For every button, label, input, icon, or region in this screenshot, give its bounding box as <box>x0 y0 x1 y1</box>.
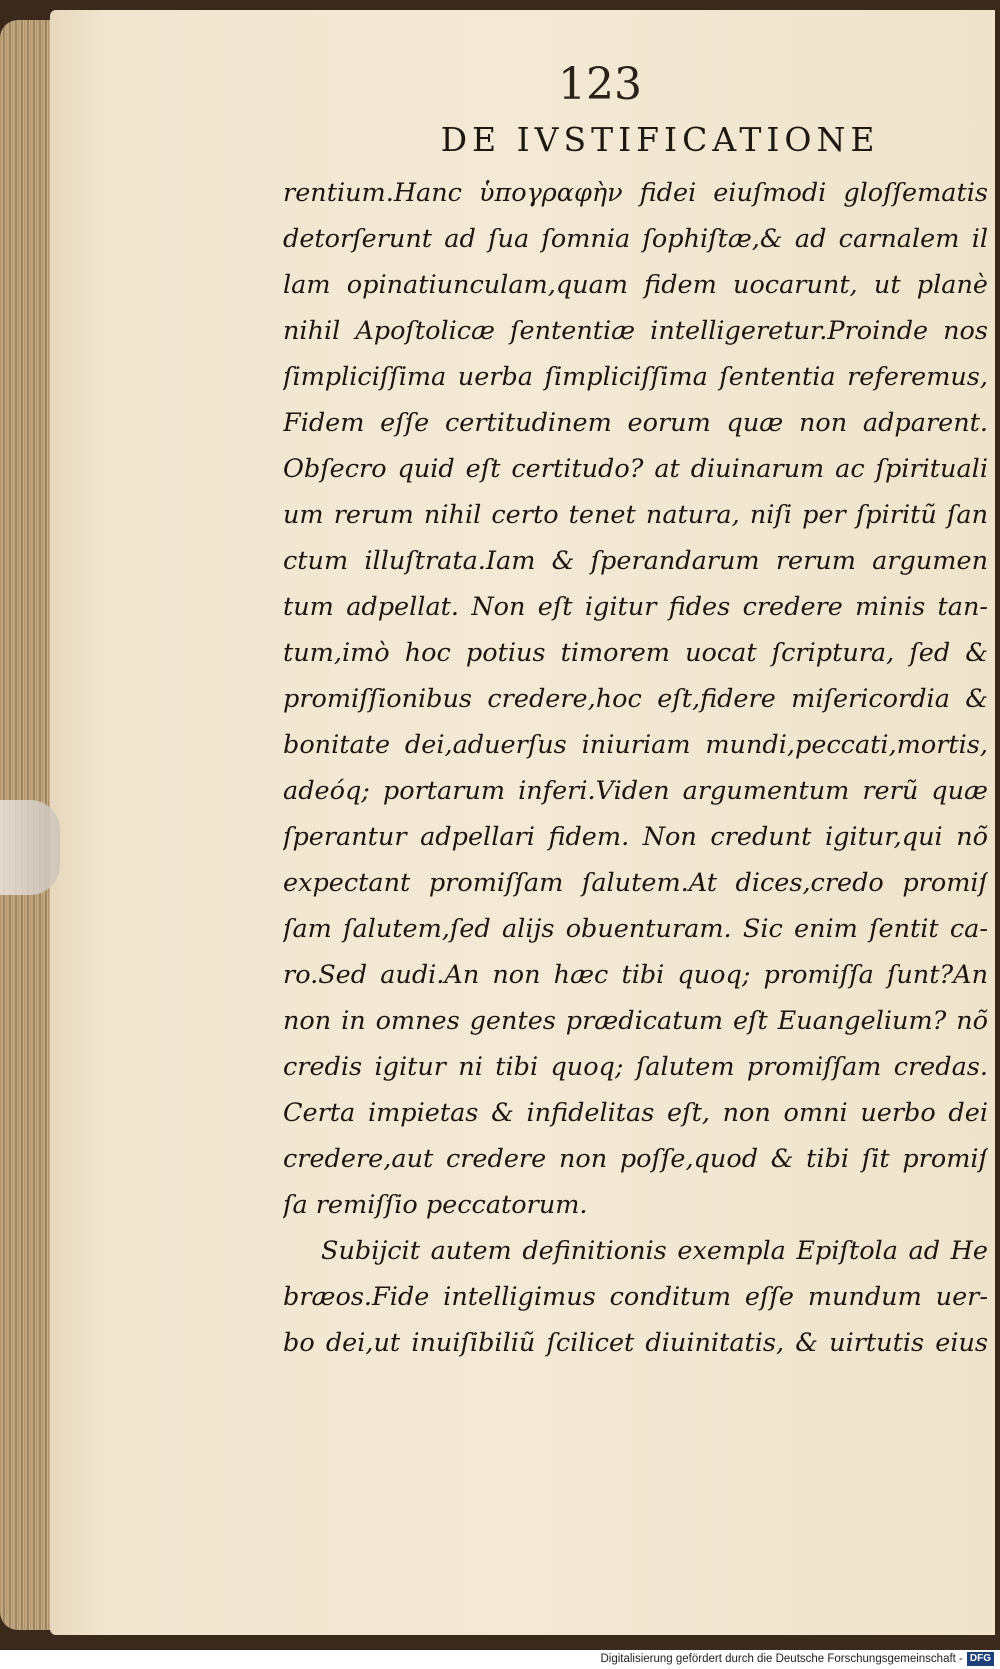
text-line: expectant promiſſam ſalutem.At dices,credo promiſ <box>283 868 988 898</box>
text-line: um rerum nihil certo tenet natura, niſi per ſpiritũ ſan <box>283 500 988 530</box>
text-line: credere,aut credere non poſſe,quod & tibi ſit promiſ <box>283 1144 988 1174</box>
text-line: Certa impietas & infidelitas eſt, non omni uerbo dei <box>283 1098 988 1128</box>
digitization-credit <box>394 1650 994 1669</box>
text-line: ſam ſalutem,ſed alijs obuenturam. Sic enim ſentit ca- <box>283 914 988 944</box>
text-line: Obſecro quid eſt certitudo? at diuinarum ac ſpirituali <box>283 454 988 484</box>
text-line: ſa remiſſio peccatorum. <box>283 1190 588 1220</box>
text-line: ſperantur adpellari fidem. Non credunt igitur,qui nõ <box>283 822 988 852</box>
dfg-logo-badge: DFG <box>967 1652 994 1666</box>
text-line: tum,imò hoc potius timorem uocat ſcriptura, ſed & <box>283 638 988 668</box>
credit-text: Digitalisierung gefördert durch die Deutsche Forschungsgemeinschaft - <box>600 1653 963 1665</box>
text-line: Subijcit autem definitionis exempla Epiſtola ad He <box>321 1236 988 1266</box>
text-line: ro.Sed audi.An non hæc tibi quoq; promiſſa ſunt?An <box>283 960 988 990</box>
text-line: rentium.Hanc ὑπογραφὴν fidei eiuſmodi gloſſematis <box>283 178 988 208</box>
text-line: lam opinatiunculam,quam fidem uocarunt, ut planè <box>283 270 988 300</box>
text-line: promiſſionibus credere,hoc eſt,fidere miſericordia & <box>283 684 988 714</box>
text-line: Fidem eſſe certitudinem eorum quæ non adparent. <box>283 408 988 438</box>
text-line: bonitate dei,aduerſus iniuriam mundi,peccati,mortis, <box>283 730 988 760</box>
text-line: credis igitur ni tibi quoq; ſalutem promiſſam credas. <box>283 1052 988 1082</box>
main-text-block <box>283 170 988 1380</box>
text-line: bo dei,ut inuiſibiliũ ſcilicet diuinitatis, & uirtutis eius <box>283 1328 988 1358</box>
running-head: DE IVSTIFICATIONE <box>440 120 880 159</box>
text-line: ctum illuſtrata.Iam & ſperandarum rerum argumen <box>283 546 988 576</box>
text-line: non in omnes gentes prædicatum eſt Euangelium? nõ <box>283 1006 988 1036</box>
page-clip <box>0 800 60 895</box>
text-line: adeóq; portarum inferi.Viden argumentum rerũ quæ <box>283 776 988 806</box>
text-line: nihil Apoſtolicæ ſententiæ intelligeretur.Proinde nos <box>283 316 988 346</box>
text-line: tum adpellat. Non eſt igitur fides credere minis tan- <box>283 592 988 622</box>
book-page <box>50 10 995 1635</box>
text-line: ſimpliciſſima uerba ſimpliciſſima ſententia referemus, <box>283 362 988 392</box>
text-line: bræos.Fide intelligimus conditum eſſe mundum uer- <box>283 1282 988 1312</box>
text-line: detorſerunt ad ſua ſomnia ſophiſtæ,& ad carnalem il <box>283 224 988 254</box>
page-number: 123 <box>558 59 642 110</box>
